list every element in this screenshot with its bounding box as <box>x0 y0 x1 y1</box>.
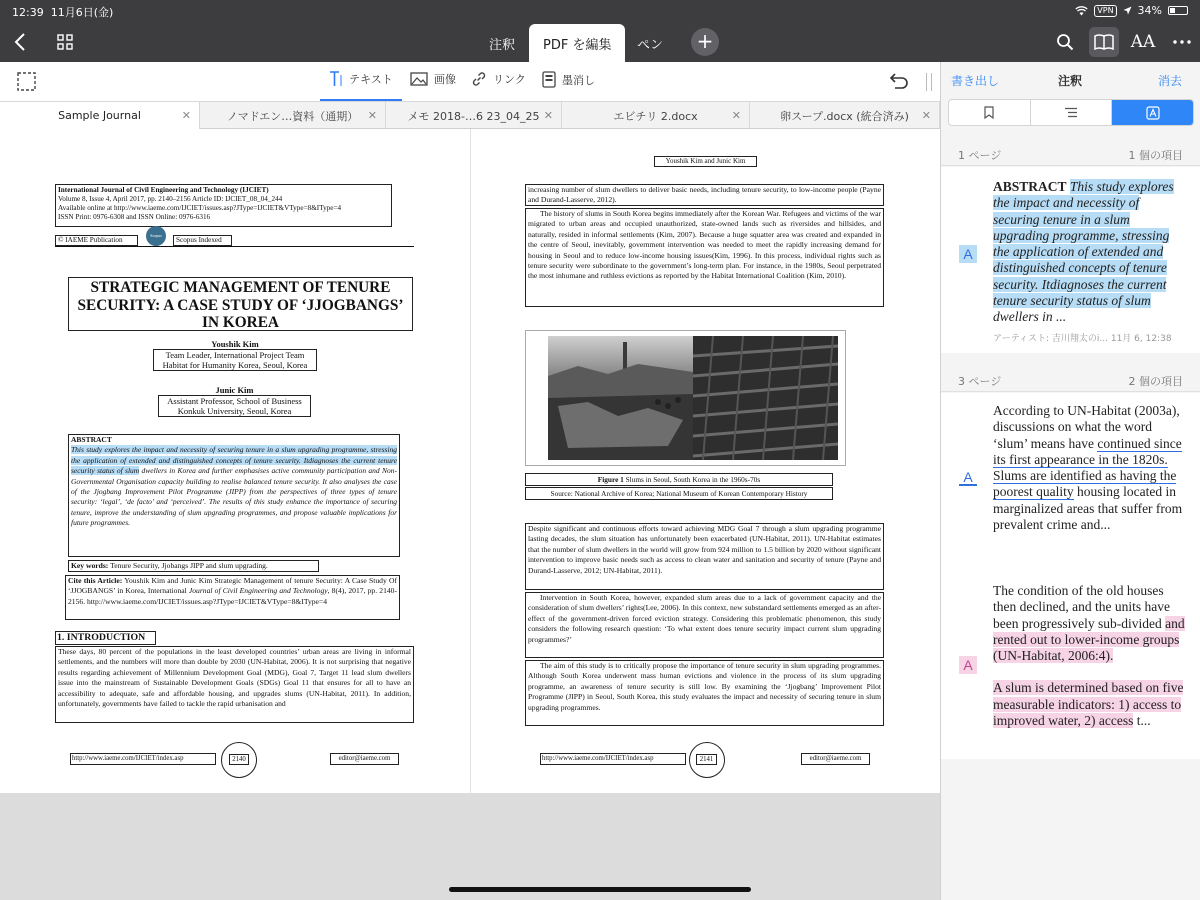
tab-label: メモ 2018-…6 23_04_25 <box>407 109 540 123</box>
footer-email[interactable]: editor@iaeme.com <box>801 753 870 765</box>
paragraph: Intervention in South Korea, however, expanded slum areas due to a lack of government capacity and the consideration of slum dwellers’ rights(Lee, 2006). In this context, new substandard settlements emerged as an after-effect of the government-driven forced eviction strategy. Considering this problematic phenomenon, this study considers the following research question: ‘To what extent does tenure security impact current slum upgrading programmes?’ <box>525 592 884 658</box>
journal-issn: ISSN Print: 0976-6308 and ISSN Online: 0976-6316 <box>58 213 211 221</box>
journal-url: Available online at http://www.iaeme.com/IJCIET/issues.asp?JType=IJCIET&VType=8&IType=4 <box>58 204 342 212</box>
annotation-section-header: 1 ページ 1 個の項目 <box>941 140 1200 166</box>
cite-box: Cite this Article: Youshik Kim and Junic Kim Strategic Management of tenure Security: A Case Study Of ‘JJOGBANGS’ in Korea, International Journal of Civil Engineering and Technology, 8(4), 2017, pp. 2140-2156. http://www.iaeme.com/IJCIET/issues.asp?JType=IJCIET&VType=8&IType=4 <box>65 575 400 620</box>
tool-redact[interactable] <box>542 71 595 88</box>
close-icon[interactable]: ✕ <box>543 109 553 122</box>
status-right <box>1075 4 1188 17</box>
back-chevron-icon[interactable] <box>8 30 32 54</box>
tab-document[interactable] <box>562 102 750 129</box>
annotation-meta: アーティスト: 吉川翔太のi... 11月 6, 12:38 <box>993 334 1172 344</box>
edit-toolbar <box>0 62 940 102</box>
annotation-text: ABSTRACT This study explores the impact and necessity of securing tenure in a slum upgrading programme, stressing the application of extended and distinguished concepts of tenure security. Itdiagnoses the current tenure security status of slum dwellers in ... <box>993 179 1174 325</box>
author-affiliation: Team Leader, International Project Team Habitat for Humanity Korea, Seoul, Korea <box>153 349 317 371</box>
footer-url[interactable]: http://www.iaeme.com/IJCIET/index.asp <box>540 753 686 765</box>
figure-photo-left <box>548 336 693 460</box>
keywords-box: Key words: Tenure Security, Jjobangs JIPP and slum upgrading. <box>68 560 319 572</box>
scopus-indexed-label: Scopus Indexed <box>173 235 232 246</box>
header-rule <box>55 246 414 247</box>
tool-text[interactable] <box>329 71 393 87</box>
annotation-text: The condition of the old houses then declined, and the units have been progressively sub-divided and rented out to lower-income groups (UN-Habitat, 2006:4). A slum is determined based on five measurable indicators: 1) access to improved water, 2) access t... <box>993 583 1185 729</box>
redact-icon <box>542 71 556 88</box>
abstract-text[interactable]: This study explores the impact and necessity of securing tenure in a slum upgrading programme, stressing the application of extended and distinguished concepts of tenure security. Itdiagnoses the current tenure security status of slum dwellers in Korea and further emphasises active community participation and Non-Governmental Organisation capacity building to realise balanced tenure security. It also analyses the case of the Jjogbang Improvement Pilot Programme (JIPP) from the perspectives of three types of tenure security: ‘legal’, ‘de facto’ and ‘perceived’. The results of this study enhance the importance of securing tenure, improve the understanding of slum upgrading programmes, and propose valuable implications for future programmes. <box>71 445 398 528</box>
font-size-button[interactable]: AA <box>1130 32 1156 52</box>
tab-label: Sample Journal <box>58 109 141 122</box>
wifi-icon <box>1075 6 1088 16</box>
journal-name: International Journal of Civil Engineering and Technology (IJCIET) <box>58 186 269 194</box>
close-icon[interactable]: ✕ <box>921 109 931 122</box>
figure-photo-right <box>693 336 838 460</box>
footer-url[interactable]: http://www.iaeme.com/IJCIET/index.asp <box>70 753 216 765</box>
more-icon[interactable] <box>1170 30 1194 54</box>
figure-source: Source: National Archive of Korea; National Museum of Korean Contemporary History <box>525 487 833 500</box>
paragraph: increasing number of slum dwellers to deliver basic needs, including tenure security, to low-income people (Payne and Durand-Lasserve, 2012). <box>525 184 884 206</box>
journal-volume: Volume 8, Issue 4, April 2017, pp. 2140–2156 Article ID: IJCIET_08_04_244 <box>58 195 283 203</box>
annotation-section-header: 3 ページ 2 個の項目 <box>941 366 1200 392</box>
tab-label: ノマドエン…資料（通期） <box>226 109 359 123</box>
tool-redact-label: 墨消し <box>562 73 595 87</box>
tool-link[interactable] <box>471 71 526 87</box>
footer-email[interactable]: editor@iaeme.com <box>330 753 399 765</box>
tool-text-label: テキスト <box>349 73 393 86</box>
running-head: Youshik Kim and Junic Kim <box>654 156 757 167</box>
introduction-text: These days, 80 percent of the populations in the least developed countries’ urban areas are living in informal settlements, and the numbers will more than double by 2030 (UN-Habitat, 2006). It is not surprising that negative results regarding achievement of Millennium Development Goal (MDG), Goal 7, Target 11 lead slum dwellers issue into the mainstream of Sustainable Development Goals (SDGs) Goal 11 that ensures for all to have an accessibility to adequate, safe and affordable housing, and upgrades slums (UN-Habitat, 2011). In addition, unfortunately, governments have failed to tackle the rapid urbanisation and <box>55 646 414 723</box>
sidebar-view-selector <box>948 99 1194 126</box>
search-icon[interactable] <box>1053 30 1077 54</box>
tool-image[interactable] <box>410 71 456 87</box>
annotation-item[interactable] <box>941 569 1200 759</box>
close-icon[interactable]: ✕ <box>181 109 191 122</box>
paragraph: Despite significant and continuous efforts toward achieving MDG Goal 7 through a slum upgrading programme lasting decades, the slum situation has unfortunately been exacerbated (UN-Habitat, 2011). UN-Habitat estimates that the number of slum dwellers in the world will grow from 924 million to 1.5 billion by 2020 without significant intervention to improve basic needs such as access to clean water and sanitation and security of tenure (Payne and Durand-Lasserve, 2012; UN-Habitat, 2011). <box>525 523 884 590</box>
close-icon[interactable]: ✕ <box>367 109 377 122</box>
annotation-item[interactable] <box>941 167 1200 353</box>
text-annotation-icon: A <box>959 468 977 486</box>
tab-edit-pdf[interactable]: PDF を編集 <box>529 24 625 62</box>
home-indicator[interactable] <box>449 887 751 892</box>
delete-button[interactable]: 消去 <box>1158 74 1183 88</box>
tab-pen[interactable]: ペン <box>637 37 664 53</box>
location-arrow-icon <box>1123 6 1132 15</box>
tab-label: 卵スープ.docx (統合済み) <box>780 109 909 123</box>
battery-percent: 34% <box>1137 4 1162 17</box>
status-bar <box>0 0 1200 22</box>
abstract-heading: ABSTRACT <box>71 435 112 444</box>
paragraph: The aim of this study is to critically propose the importance of tenure security in slum upgrading programmes. Although South Korea underwent mass human evictions and violence in the process of its slum upgrading programme, an awareness of tenure security is still low. By examining the ‘Jjogbang’ Improvement Pilot Programme (JIPP) in Seoul, South Korea, this study evaluates the impact and necessity of securing tenure in slum upgrading programmes. <box>525 660 884 726</box>
pdf-viewer[interactable] <box>0 129 940 793</box>
close-icon[interactable]: ✕ <box>731 109 741 122</box>
page-number: 2141 <box>696 754 717 765</box>
page-number: 2140 <box>229 754 249 765</box>
scopus-logo: Scopus <box>146 226 166 246</box>
annotation-item[interactable] <box>941 393 1200 569</box>
book-icon[interactable] <box>1089 27 1119 57</box>
annotation-text: According to UN-Habitat (2003a), discussions on what the word ‘slum’ means have continued since its first appearance in the 1820s. Slums are identified as having the poorest quality housing located in marginalized areas that suffer from prevalent crime and... <box>993 403 1183 533</box>
annotation-icon[interactable] <box>1112 100 1193 125</box>
author-affiliation: Assistant Professor, School of Business Konkuk University, Seoul, Korea <box>158 395 311 417</box>
document-tab-bar <box>0 102 940 129</box>
annotations-sidebar <box>940 62 1200 900</box>
publisher-label: © IAEME Publication <box>55 235 138 246</box>
introduction-heading: 1. INTRODUCTION <box>55 631 156 645</box>
active-tool-indicator <box>320 99 402 101</box>
top-navigation-bar <box>0 22 1200 62</box>
tab-document[interactable] <box>386 102 562 129</box>
figure-frame <box>525 330 846 466</box>
figure-caption: Figure 1 Slums in Seoul, South Korea in the 1960s-70s <box>525 473 833 486</box>
outline-list-icon[interactable] <box>1030 100 1113 125</box>
vpn-badge: VPN <box>1094 5 1116 17</box>
image-icon <box>410 72 428 86</box>
author-block-2 <box>158 385 311 417</box>
export-button[interactable]: 書き出し <box>951 74 1000 88</box>
tab-document[interactable] <box>750 102 940 129</box>
add-button[interactable]: + <box>691 28 719 56</box>
tab-document[interactable] <box>0 102 200 129</box>
abstract-highlight[interactable]: This study explores the impact and necessity of securing tenure in a slum upgrading programme, stressing the application of extended and distinguished concepts of tenure security. Itdiagnoses the current tenure security status of slum <box>71 445 397 476</box>
text-cursor-icon <box>329 71 343 87</box>
selection-rect-icon[interactable] <box>17 72 36 95</box>
panel-divider-handle[interactable] <box>926 73 932 91</box>
article-title: STRATEGIC MANAGEMENT OF TENURE SECURITY: A CASE STUDY OF ‘JJOGBANGS’ IN KOREA <box>68 277 413 331</box>
link-icon <box>471 71 487 87</box>
author-block-1 <box>153 339 317 371</box>
tab-document[interactable] <box>200 102 386 129</box>
abstract-box[interactable] <box>68 434 400 557</box>
tool-link-label: リンク <box>493 73 526 86</box>
grid-view-icon[interactable] <box>53 30 77 54</box>
author-name: Junic Kim <box>215 385 254 395</box>
document-background <box>0 793 940 900</box>
status-time: 12:39 11月6日(金) <box>12 6 114 19</box>
paragraph: The history of slums in South Korea begins immediately after the Korean War. Refugees and victims of the war migrated to urban areas and occupied unauthorized, state-owned lands such as riversides and hillsides, and naturally, resided in informal settlements (Kim, 2007). Because a huge squatter area was created and expanded in the centre of Seoul, inevitably, government intervention was needed to meet the rapidly increasing demand for housing in Seoul and to reduce low-income housing issues(Kim, 1996). In this process, individual rights such as tenure security were subordinate to the government’s long-term plan. For instance, in the 1980s, Seoul perpetrated the most inhumane and ruthless evictions as reported by the Habitat International Coalition (Kim, 2010). <box>525 208 884 307</box>
battery-icon <box>1168 6 1188 15</box>
tab-label: エビチリ 2.docx <box>613 109 698 123</box>
author-name: Youshik Kim <box>211 339 259 349</box>
tool-image-label: 画像 <box>434 73 456 86</box>
tab-annotate[interactable]: 注釈 <box>489 37 516 53</box>
journal-info-box <box>55 184 392 227</box>
text-annotation-icon: A <box>959 245 977 263</box>
undo-icon[interactable] <box>889 72 909 94</box>
bookmark-icon[interactable] <box>949 100 1030 125</box>
sidebar-title: 注釈 <box>1058 74 1083 88</box>
page-divider <box>470 129 471 793</box>
text-annotation-icon: A <box>959 656 977 674</box>
sidebar-header <box>941 62 1200 98</box>
